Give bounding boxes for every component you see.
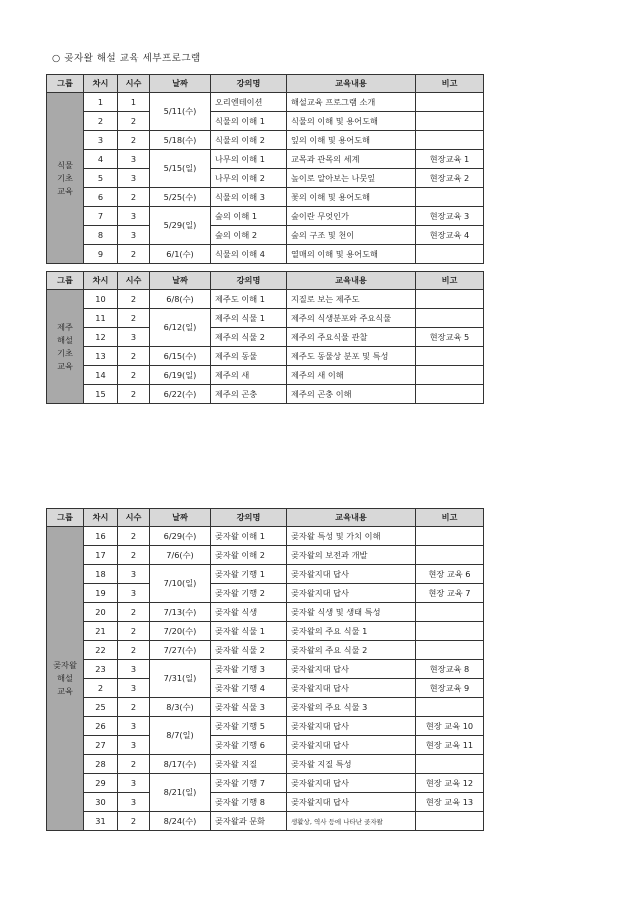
program-table-plant	[46, 74, 484, 264]
note: 현장교육 8	[416, 660, 484, 679]
hours: 2	[118, 112, 150, 131]
date: 6/8(수)	[150, 290, 211, 309]
lecture-name: 식물의 이해 4	[211, 245, 287, 264]
column-header: 시수	[118, 75, 150, 93]
note	[416, 112, 484, 131]
note	[416, 347, 484, 366]
session-no: 3	[84, 131, 118, 150]
table-row	[47, 385, 484, 404]
note: 현장 교육 12	[416, 774, 484, 793]
date: 7/20(수)	[150, 622, 211, 641]
date: 7/31(일)	[150, 660, 211, 698]
table-body	[47, 93, 484, 264]
table-header	[47, 509, 484, 527]
session-no: 1	[84, 93, 118, 112]
hours: 3	[118, 207, 150, 226]
lecture-name: 곶자왈 기행 7	[211, 774, 287, 793]
group-label: 제주 해설 기초 교육	[47, 290, 84, 404]
session-no: 9	[84, 245, 118, 264]
session-no: 23	[84, 660, 118, 679]
column-header: 교육내용	[287, 75, 416, 93]
section-title: ○ 곶자왈 해설 교육 세부프로그램	[52, 53, 201, 64]
content: 높이로 알아보는 나뭇잎	[287, 169, 416, 188]
content: 곶자왈지대 답사	[287, 717, 416, 736]
table-row	[47, 774, 484, 793]
hours: 2	[118, 366, 150, 385]
hours: 3	[118, 793, 150, 812]
lecture-name: 곶자왈 지질	[211, 755, 287, 774]
table-row	[47, 226, 484, 245]
note	[416, 546, 484, 565]
hours: 2	[118, 698, 150, 717]
note	[416, 527, 484, 546]
table-row	[47, 366, 484, 385]
hours: 3	[118, 660, 150, 679]
content: 제주의 새 이해	[287, 366, 416, 385]
content: 제주도 동물상 분포 및 특성	[287, 347, 416, 366]
note	[416, 366, 484, 385]
date: 8/3(수)	[150, 698, 211, 717]
content: 지질로 보는 제주도	[287, 290, 416, 309]
table-row	[47, 347, 484, 366]
lecture-name: 제주의 곤충	[211, 385, 287, 404]
hours: 1	[118, 93, 150, 112]
hours: 2	[118, 131, 150, 150]
date: 7/27(수)	[150, 641, 211, 660]
date: 7/6(수)	[150, 546, 211, 565]
content: 곶자왈지대 답사	[287, 736, 416, 755]
content: 곶자왈지대 답사	[287, 679, 416, 698]
date: 6/19(일)	[150, 366, 211, 385]
table-row	[47, 679, 484, 698]
content: 해설교육 프로그램 소개	[287, 93, 416, 112]
date: 6/15(수)	[150, 347, 211, 366]
table-row	[47, 169, 484, 188]
table-row	[47, 290, 484, 309]
table-row	[47, 717, 484, 736]
lecture-name: 숲의 이해 2	[211, 226, 287, 245]
lecture-name: 곶자왈 기행 6	[211, 736, 287, 755]
content: 곶자왈의 보전과 개발	[287, 546, 416, 565]
content: 제주의 주요식물 관찰	[287, 328, 416, 347]
content: 숲의 구조 및 천이	[287, 226, 416, 245]
date: 7/13(수)	[150, 603, 211, 622]
session-no: 2	[84, 679, 118, 698]
date: 7/10(일)	[150, 565, 211, 603]
column-header: 교육내용	[287, 509, 416, 527]
lecture-name: 식물의 이해 3	[211, 188, 287, 207]
session-no: 28	[84, 755, 118, 774]
table-row	[47, 150, 484, 169]
lecture-name: 곶자왈 기행 1	[211, 565, 287, 584]
note	[416, 131, 484, 150]
note	[416, 812, 484, 831]
note: 현장 교육 7	[416, 584, 484, 603]
content: 교목과 관목의 세계	[287, 150, 416, 169]
lecture-name: 나무의 이해 2	[211, 169, 287, 188]
column-header: 그룹	[47, 75, 84, 93]
table-row	[47, 207, 484, 226]
group-label: 식물 기초 교육	[47, 93, 84, 264]
session-no: 6	[84, 188, 118, 207]
note	[416, 290, 484, 309]
hours: 3	[118, 150, 150, 169]
hours: 2	[118, 622, 150, 641]
lecture-name: 곶자왈 식물 1	[211, 622, 287, 641]
date: 5/18(수)	[150, 131, 211, 150]
program-table-jeju	[46, 271, 484, 404]
lecture-name: 식물의 이해 1	[211, 112, 287, 131]
date: 5/25(수)	[150, 188, 211, 207]
session-no: 8	[84, 226, 118, 245]
session-no: 2	[84, 112, 118, 131]
note: 현장 교육 6	[416, 565, 484, 584]
table-row	[47, 131, 484, 150]
hours: 2	[118, 527, 150, 546]
session-no: 5	[84, 169, 118, 188]
hours: 3	[118, 328, 150, 347]
hours: 2	[118, 755, 150, 774]
column-header: 그룹	[47, 509, 84, 527]
hours: 3	[118, 565, 150, 584]
group-label: 곶자왈 해설 교육	[47, 527, 84, 831]
lecture-name: 제주의 새	[211, 366, 287, 385]
session-no: 20	[84, 603, 118, 622]
column-header: 차시	[84, 509, 118, 527]
content: 곶자왈지대 답사	[287, 793, 416, 812]
session-no: 12	[84, 328, 118, 347]
note	[416, 385, 484, 404]
lecture-name: 숲의 이해 1	[211, 207, 287, 226]
session-no: 11	[84, 309, 118, 328]
lecture-name: 곶자왈 기행 3	[211, 660, 287, 679]
content: 식물의 이해 및 용어도해	[287, 112, 416, 131]
hours: 3	[118, 226, 150, 245]
lecture-name: 곶자왈 기행 2	[211, 584, 287, 603]
note	[416, 188, 484, 207]
hours: 3	[118, 584, 150, 603]
table-header	[47, 272, 484, 290]
program-table-gotjawal	[46, 508, 484, 831]
session-no: 30	[84, 793, 118, 812]
column-header: 차시	[84, 272, 118, 290]
note	[416, 93, 484, 112]
note	[416, 755, 484, 774]
lecture-name: 곶자왈 식물 3	[211, 698, 287, 717]
table-row	[47, 812, 484, 831]
table-row	[47, 546, 484, 565]
session-no: 18	[84, 565, 118, 584]
lecture-name: 제주의 식물 1	[211, 309, 287, 328]
table-body	[47, 290, 484, 404]
session-no: 27	[84, 736, 118, 755]
lecture-name: 나무의 이해 1	[211, 150, 287, 169]
table-row	[47, 527, 484, 546]
hours: 2	[118, 641, 150, 660]
session-no: 10	[84, 290, 118, 309]
table-row	[47, 245, 484, 264]
hours: 2	[118, 188, 150, 207]
hours: 2	[118, 385, 150, 404]
table-row	[47, 309, 484, 328]
lecture-name: 곶자왈 기행 4	[211, 679, 287, 698]
content: 곶자왈 지질 특성	[287, 755, 416, 774]
session-no: 31	[84, 812, 118, 831]
column-header: 시수	[118, 509, 150, 527]
header-row	[47, 272, 484, 290]
content: 제주의 식생분포와 주요식물	[287, 309, 416, 328]
header-row	[47, 509, 484, 527]
session-no: 19	[84, 584, 118, 603]
note	[416, 641, 484, 660]
content: 곶자왈 식생 및 생태 특성	[287, 603, 416, 622]
date: 8/17(수)	[150, 755, 211, 774]
date: 6/29(수)	[150, 527, 211, 546]
column-header: 교육내용	[287, 272, 416, 290]
column-header: 시수	[118, 272, 150, 290]
table-row	[47, 93, 484, 112]
lecture-name: 제주의 동물	[211, 347, 287, 366]
date: 6/1(수)	[150, 245, 211, 264]
hours: 3	[118, 169, 150, 188]
date: 6/22(수)	[150, 385, 211, 404]
column-header: 날짜	[150, 272, 211, 290]
lecture-name: 곶자왈 이해 2	[211, 546, 287, 565]
hours: 2	[118, 245, 150, 264]
content: 곶자왈지대 답사	[287, 565, 416, 584]
table-row	[47, 328, 484, 347]
session-no: 29	[84, 774, 118, 793]
content: 생활상, 역사 등에 나타난 곶자왈	[287, 812, 416, 831]
hours: 2	[118, 603, 150, 622]
column-header: 날짜	[150, 509, 211, 527]
hours: 2	[118, 290, 150, 309]
date: 8/24(수)	[150, 812, 211, 831]
table-header	[47, 75, 484, 93]
content: 곶자왈지대 답사	[287, 774, 416, 793]
session-no: 4	[84, 150, 118, 169]
content: 잎의 이해 및 용어도해	[287, 131, 416, 150]
lecture-name: 곶자왈 기행 8	[211, 793, 287, 812]
note: 현장교육 1	[416, 150, 484, 169]
content: 제주의 곤충 이해	[287, 385, 416, 404]
session-no: 26	[84, 717, 118, 736]
column-header: 날짜	[150, 75, 211, 93]
date: 6/12(일)	[150, 309, 211, 347]
lecture-name: 오리엔테이션	[211, 93, 287, 112]
content: 곶자왈지대 답사	[287, 660, 416, 679]
note: 현장 교육 13	[416, 793, 484, 812]
content: 숲이란 무엇인가	[287, 207, 416, 226]
date: 8/21(일)	[150, 774, 211, 812]
content: 곶자왈 특성 및 가치 이해	[287, 527, 416, 546]
table-row	[47, 736, 484, 755]
column-header: 그룹	[47, 272, 84, 290]
note: 현장교육 5	[416, 328, 484, 347]
table-row	[47, 755, 484, 774]
content: 곶자왈지대 답사	[287, 584, 416, 603]
lecture-name: 식물의 이해 2	[211, 131, 287, 150]
content: 꽃의 이해 및 용어도해	[287, 188, 416, 207]
column-header: 강의명	[211, 75, 287, 93]
column-header: 강의명	[211, 272, 287, 290]
lecture-name: 곶자왈 식물 2	[211, 641, 287, 660]
date: 5/29(일)	[150, 207, 211, 245]
lecture-name: 곶자왈 기행 5	[211, 717, 287, 736]
table-row	[47, 660, 484, 679]
content: 열매의 이해 및 용어도해	[287, 245, 416, 264]
note	[416, 603, 484, 622]
content: 곶자왈의 주요 식물 2	[287, 641, 416, 660]
lecture-name: 제주의 식물 2	[211, 328, 287, 347]
note: 현장교육 4	[416, 226, 484, 245]
session-no: 14	[84, 366, 118, 385]
table-row	[47, 603, 484, 622]
hours: 3	[118, 774, 150, 793]
lecture-name: 제주도 이해 1	[211, 290, 287, 309]
note	[416, 309, 484, 328]
note: 현장교육 9	[416, 679, 484, 698]
hours: 3	[118, 679, 150, 698]
session-no: 7	[84, 207, 118, 226]
table-row	[47, 584, 484, 603]
session-no: 22	[84, 641, 118, 660]
table-row	[47, 188, 484, 207]
column-header: 비고	[416, 272, 484, 290]
table-row	[47, 565, 484, 584]
column-header: 비고	[416, 75, 484, 93]
hours: 2	[118, 309, 150, 328]
table-body	[47, 527, 484, 831]
table-row	[47, 698, 484, 717]
column-header: 비고	[416, 509, 484, 527]
note	[416, 622, 484, 641]
hours: 3	[118, 736, 150, 755]
note	[416, 245, 484, 264]
table-row	[47, 793, 484, 812]
note: 현장교육 3	[416, 207, 484, 226]
date: 5/11(수)	[150, 93, 211, 131]
session-no: 15	[84, 385, 118, 404]
table-row	[47, 112, 484, 131]
session-no: 13	[84, 347, 118, 366]
note	[416, 698, 484, 717]
column-header: 강의명	[211, 509, 287, 527]
session-no: 16	[84, 527, 118, 546]
session-no: 21	[84, 622, 118, 641]
content: 곶자왈의 주요 식물 1	[287, 622, 416, 641]
session-no: 25	[84, 698, 118, 717]
hours: 3	[118, 717, 150, 736]
note: 현장교육 2	[416, 169, 484, 188]
table-row	[47, 622, 484, 641]
hours: 2	[118, 347, 150, 366]
date: 8/7(일)	[150, 717, 211, 755]
content: 곶자왈의 주요 식물 3	[287, 698, 416, 717]
session-no: 17	[84, 546, 118, 565]
header-row	[47, 75, 484, 93]
table-row	[47, 641, 484, 660]
lecture-name: 곶자왈과 문화	[211, 812, 287, 831]
lecture-name: 곶자왈 이해 1	[211, 527, 287, 546]
note: 현장 교육 10	[416, 717, 484, 736]
hours: 2	[118, 546, 150, 565]
note: 현장 교육 11	[416, 736, 484, 755]
date: 5/15(일)	[150, 150, 211, 188]
column-header: 차시	[84, 75, 118, 93]
hours: 2	[118, 812, 150, 831]
lecture-name: 곶자왈 식생	[211, 603, 287, 622]
